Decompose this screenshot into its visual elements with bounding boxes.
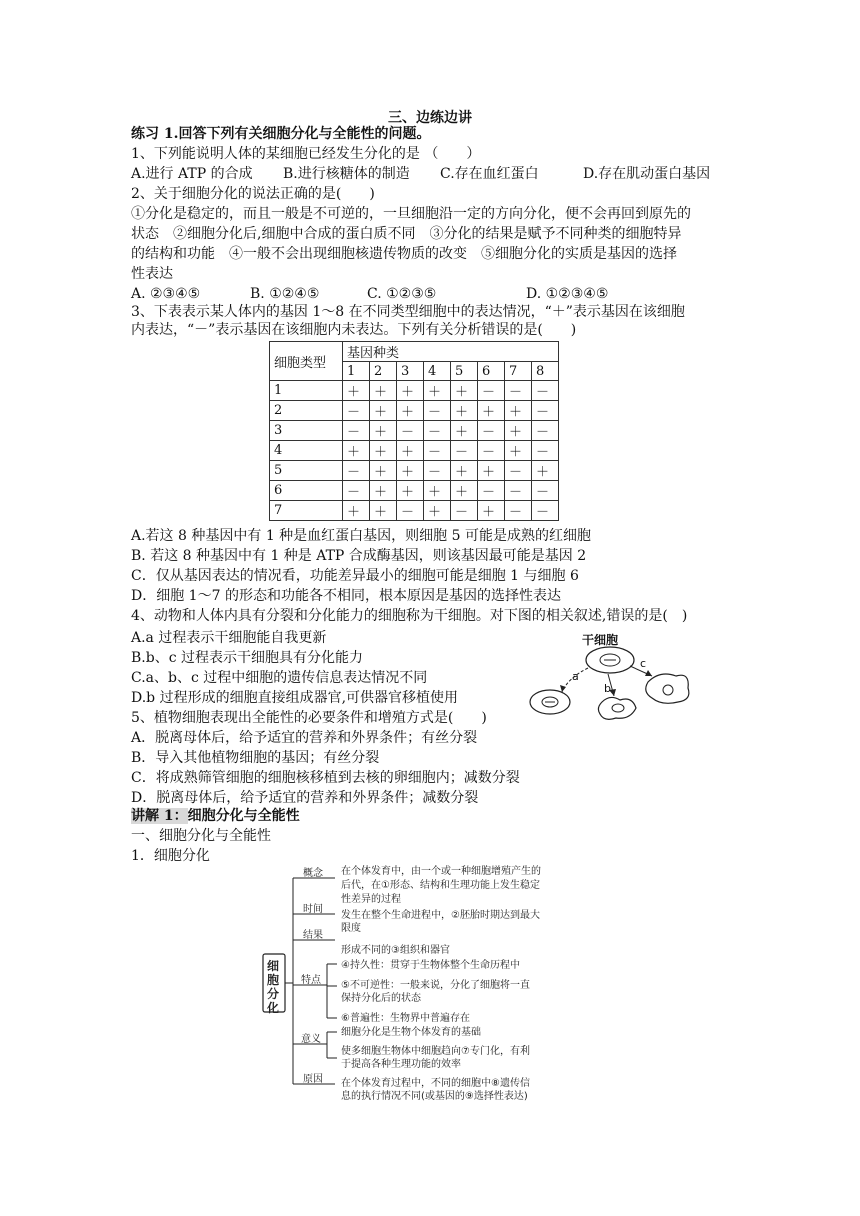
expression-cell: － — [505, 381, 532, 401]
expression-cell: － — [532, 441, 559, 461]
table-row — [270, 441, 559, 461]
expression-cell: ＋ — [424, 501, 451, 521]
meaning-item-1: 细胞分化是生物个体发育的基础 — [341, 1027, 481, 1038]
concept-map — [255, 858, 615, 1108]
q4-option-d: D.b 过程形成的细胞直接组成器官,可供器官移植使用 — [131, 690, 459, 706]
expression-cell: ＋ — [343, 381, 370, 401]
expression-cell: － — [505, 481, 532, 501]
q1-stem: 1、下列能说明人体的某细胞已经发生分化的是 （ ） — [131, 146, 481, 162]
expression-cell: ＋ — [451, 481, 478, 501]
expression-cell: ＋ — [397, 461, 424, 481]
lecture-subheading-2: 1．细胞分化 — [131, 848, 210, 864]
expression-cell: ＋ — [370, 461, 397, 481]
expression-cell: ＋ — [424, 481, 451, 501]
expression-cell: － — [343, 401, 370, 421]
q2-line-4: 性表达 — [131, 266, 173, 282]
expression-cell: － — [451, 441, 478, 461]
expression-cell: ＋ — [532, 461, 559, 481]
expression-cell: ＋ — [397, 481, 424, 501]
concept-map-root-1: 细 — [267, 959, 280, 973]
cell-type-label: 4 — [270, 441, 343, 461]
expression-cell: － — [478, 381, 505, 401]
expression-cell: ＋ — [505, 401, 532, 421]
feature-item-2-line-2: 保持分化后的状态 — [341, 993, 421, 1004]
gene-col-header: 7 — [505, 362, 532, 381]
feature-item-3: ⑥普遍性：生物界中普遍存在 — [341, 1013, 470, 1024]
q2-option-a: A. ②③④⑤ — [131, 286, 201, 302]
expression-cell: ＋ — [397, 441, 424, 461]
time-line-2: 限度 — [341, 923, 361, 934]
expression-cell: ＋ — [370, 401, 397, 421]
q3-option-d: D．细胞 1～7 的形态和功能各不相同，根本原因是基因的选择性表达 — [131, 588, 561, 604]
gene-col-header: 4 — [424, 362, 451, 381]
q5-option-a: A．脱离母体后，给予适宜的营养和外界条件；有丝分裂 — [131, 730, 478, 746]
cause-branch-label: 原因 — [303, 1074, 323, 1085]
q3-option-c: C．仅从基因表达的情况看，功能差异最小的细胞可能是细胞 1 与细胞 6 — [131, 568, 579, 584]
expression-cell: － — [424, 401, 451, 421]
expression-cell: － — [343, 481, 370, 501]
q4-option-c: C.a、b、c 过程中细胞的遗传信息表达情况不同 — [131, 670, 428, 686]
expression-cell: ＋ — [451, 381, 478, 401]
q1-option-c: C.存在血红蛋白 — [440, 166, 539, 182]
q2-option-c: C. ①②③⑤ — [367, 286, 437, 302]
figure-label-a: a — [572, 670, 579, 683]
expression-cell: － — [532, 501, 559, 521]
table-row — [270, 481, 559, 501]
gene-col-header: 8 — [532, 362, 559, 381]
table-row — [270, 421, 559, 441]
cell-type-label: 3 — [270, 421, 343, 441]
time-line-1: 发生在整个生命进程中，②胚胎时期达到最大 — [341, 910, 540, 921]
q4-stem: 4、动物和人体内具有分裂和分化能力的细胞称为干细胞。对下图的相关叙述,错误的是( ) — [131, 608, 688, 624]
expression-cell: ＋ — [451, 401, 478, 421]
q1-option-b: B.进行核糖体的制造 — [283, 166, 410, 182]
lecture-subheading-1: 一、细胞分化与全能性 — [131, 828, 271, 844]
q5-option-d: D．脱离母体后，给予适宜的营养和外界条件；减数分裂 — [131, 790, 479, 806]
meaning-item-2-line-2: 于提高各种生理功能的效率 — [341, 1059, 461, 1070]
gene-expression-table — [269, 341, 559, 521]
cell-type-label: 2 — [270, 401, 343, 421]
table-row — [270, 501, 559, 521]
expression-cell: ＋ — [505, 441, 532, 461]
result-branch-label: 结果 — [303, 930, 323, 941]
gene-col-header: 5 — [451, 362, 478, 381]
figure-title: 干细胞 — [582, 633, 619, 647]
expression-cell: ＋ — [451, 421, 478, 441]
q3-line-2: 内表达，“－”表示基因在该细胞内未表达。下列有关分析错误的是( ) — [131, 322, 577, 338]
expression-cell: － — [478, 421, 505, 441]
gene-col-header: 6 — [478, 362, 505, 381]
q2-line-2: 状态 ②细胞分化后,细胞中合成的蛋白质不同 ③分化的结果是赋予不同种类的细胞特异 — [131, 226, 682, 242]
expression-cell: － — [505, 501, 532, 521]
gene-col-header: 3 — [397, 362, 424, 381]
expression-cell: － — [532, 381, 559, 401]
expression-cell: － — [424, 441, 451, 461]
lecture-heading-title: 细胞分化与全能性 — [187, 808, 300, 824]
q2-option-d: D. ①②③④⑤ — [526, 286, 609, 302]
q5-option-b: B．导入其他植物细胞的基因；有丝分裂 — [131, 750, 380, 766]
expression-cell: ＋ — [478, 501, 505, 521]
concept-line-2: 后代，在①形态、结构和生理功能上发生稳定 — [341, 880, 540, 891]
figure-label-c: c — [640, 657, 647, 670]
expression-cell: － — [451, 501, 478, 521]
expression-cell: ＋ — [370, 501, 397, 521]
q2-line-3: 的结构和功能 ④一般不会出现细胞核遗传物质的改变 ⑤细胞分化的实质是基因的选择 — [131, 246, 677, 262]
cell-type-label: 6 — [270, 481, 343, 501]
gene-col-header: 2 — [370, 362, 397, 381]
feature-item-1: ④持久性：贯穿于生物体整个生命历程中 — [341, 960, 520, 971]
stem-cell-figure — [520, 630, 700, 726]
section-title: 三、边练边讲 — [388, 110, 472, 126]
q5-option-c: C．将成熟筛管细胞的细胞核移植到去核的卵细胞内；减数分裂 — [131, 770, 520, 786]
expression-cell: － — [532, 401, 559, 421]
expression-cell: ＋ — [478, 461, 505, 481]
expression-cell: ＋ — [370, 381, 397, 401]
expression-cell: － — [478, 481, 505, 501]
expression-cell: － — [505, 461, 532, 481]
expression-cell: ＋ — [424, 381, 451, 401]
expression-cell: － — [343, 461, 370, 481]
concept-map-root-2: 胞 — [267, 973, 280, 987]
expression-cell: － — [424, 461, 451, 481]
q4-option-a: A.a 过程表示干细胞能自我更新 — [131, 630, 327, 646]
cell-type-label: 1 — [270, 381, 343, 401]
expression-cell: － — [397, 421, 424, 441]
meaning-branch-label: 意义 — [301, 1034, 321, 1045]
expression-cell: ＋ — [343, 501, 370, 521]
table-row — [270, 401, 559, 421]
table-row — [270, 381, 559, 401]
cause-line-2: 息的执行情况不同(或基因的⑨选择性表达) — [341, 1091, 528, 1102]
expression-cell: ＋ — [451, 461, 478, 481]
expression-cell: － — [532, 481, 559, 501]
q1-option-a: A.进行 ATP 的合成 — [131, 166, 253, 182]
cell-type-label: 5 — [270, 461, 343, 481]
result-line-1: 形成不同的③组织和器官 — [341, 945, 450, 956]
cause-line-1: 在个体发育过程中，不同的细胞中⑧遗传信 — [341, 1078, 530, 1089]
meaning-item-2-line-1: 使多细胞生物体中细胞趋向⑦专门化，有利 — [341, 1046, 530, 1057]
lecture-heading — [131, 806, 300, 826]
table-group-header: 基因种类 — [343, 342, 559, 362]
q3-line-1: 3、下表表示某人体内的基因 1～8 在不同类型细胞中的表达情况，“＋”表示基因在该细胞 — [131, 304, 685, 320]
feature-item-2-line-1: ⑤不可逆性：一般来说，分化了细胞将一直 — [341, 980, 530, 991]
expression-cell: － — [532, 421, 559, 441]
q5-stem: 5、植物细胞表现出全能性的必要条件和增殖方式是( ) — [131, 710, 487, 726]
cell-type-label: 7 — [270, 501, 343, 521]
expression-cell: ＋ — [370, 481, 397, 501]
practice-heading: 练习 1.回答下列有关细胞分化与全能性的问题。 — [131, 126, 431, 142]
expression-cell: ＋ — [343, 441, 370, 461]
lecture-heading-tag: 讲解 1： — [131, 808, 188, 824]
figure-label-b: b — [604, 682, 611, 695]
expression-cell: ＋ — [478, 401, 505, 421]
table-row — [270, 461, 559, 481]
expression-cell: ＋ — [505, 421, 532, 441]
expression-cell: － — [424, 421, 451, 441]
concept-line-3: 性差异的过程 — [341, 894, 401, 905]
expression-cell: ＋ — [397, 401, 424, 421]
q2-stem: 2、关于细胞分化的说法正确的是( ) — [131, 186, 375, 202]
gene-col-header: 1 — [343, 362, 370, 381]
q4-option-b: B.b、c 过程表示干细胞具有分化能力 — [131, 650, 363, 666]
time-branch-label: 时间 — [303, 904, 323, 915]
expression-cell: ＋ — [370, 421, 397, 441]
expression-cell: － — [478, 441, 505, 461]
features-branch-label: 特点 — [301, 975, 321, 986]
q3-option-a: A.若这 8 种基因中有 1 种是血红蛋白基因，则细胞 5 可能是成熟的红细胞 — [131, 528, 591, 544]
expression-cell: ＋ — [397, 381, 424, 401]
concept-branch-label: 概念 — [303, 868, 323, 879]
expression-cell: － — [343, 421, 370, 441]
concept-map-root-3: 分 — [267, 987, 280, 1001]
q3-option-b: B. 若这 8 种基因中有 1 种是 ATP 合成酶基因，则该基因最可能是基因 2 — [131, 548, 587, 564]
expression-cell: － — [397, 501, 424, 521]
q2-option-b: B. ①②④⑤ — [250, 286, 320, 302]
table-corner-header: 细胞类型 — [270, 342, 343, 381]
expression-cell: ＋ — [370, 441, 397, 461]
concept-map-root-4: 化 — [267, 1001, 280, 1015]
q2-line-1: ①分化是稳定的，而且一般是不可逆的，一旦细胞沿一定的方向分化，便不会再回到原先的 — [131, 206, 691, 222]
concept-line-1: 在个体发育中，由一个或一种细胞增殖产生的 — [341, 866, 541, 877]
q1-option-d: D.存在肌动蛋白基因 — [583, 166, 711, 182]
